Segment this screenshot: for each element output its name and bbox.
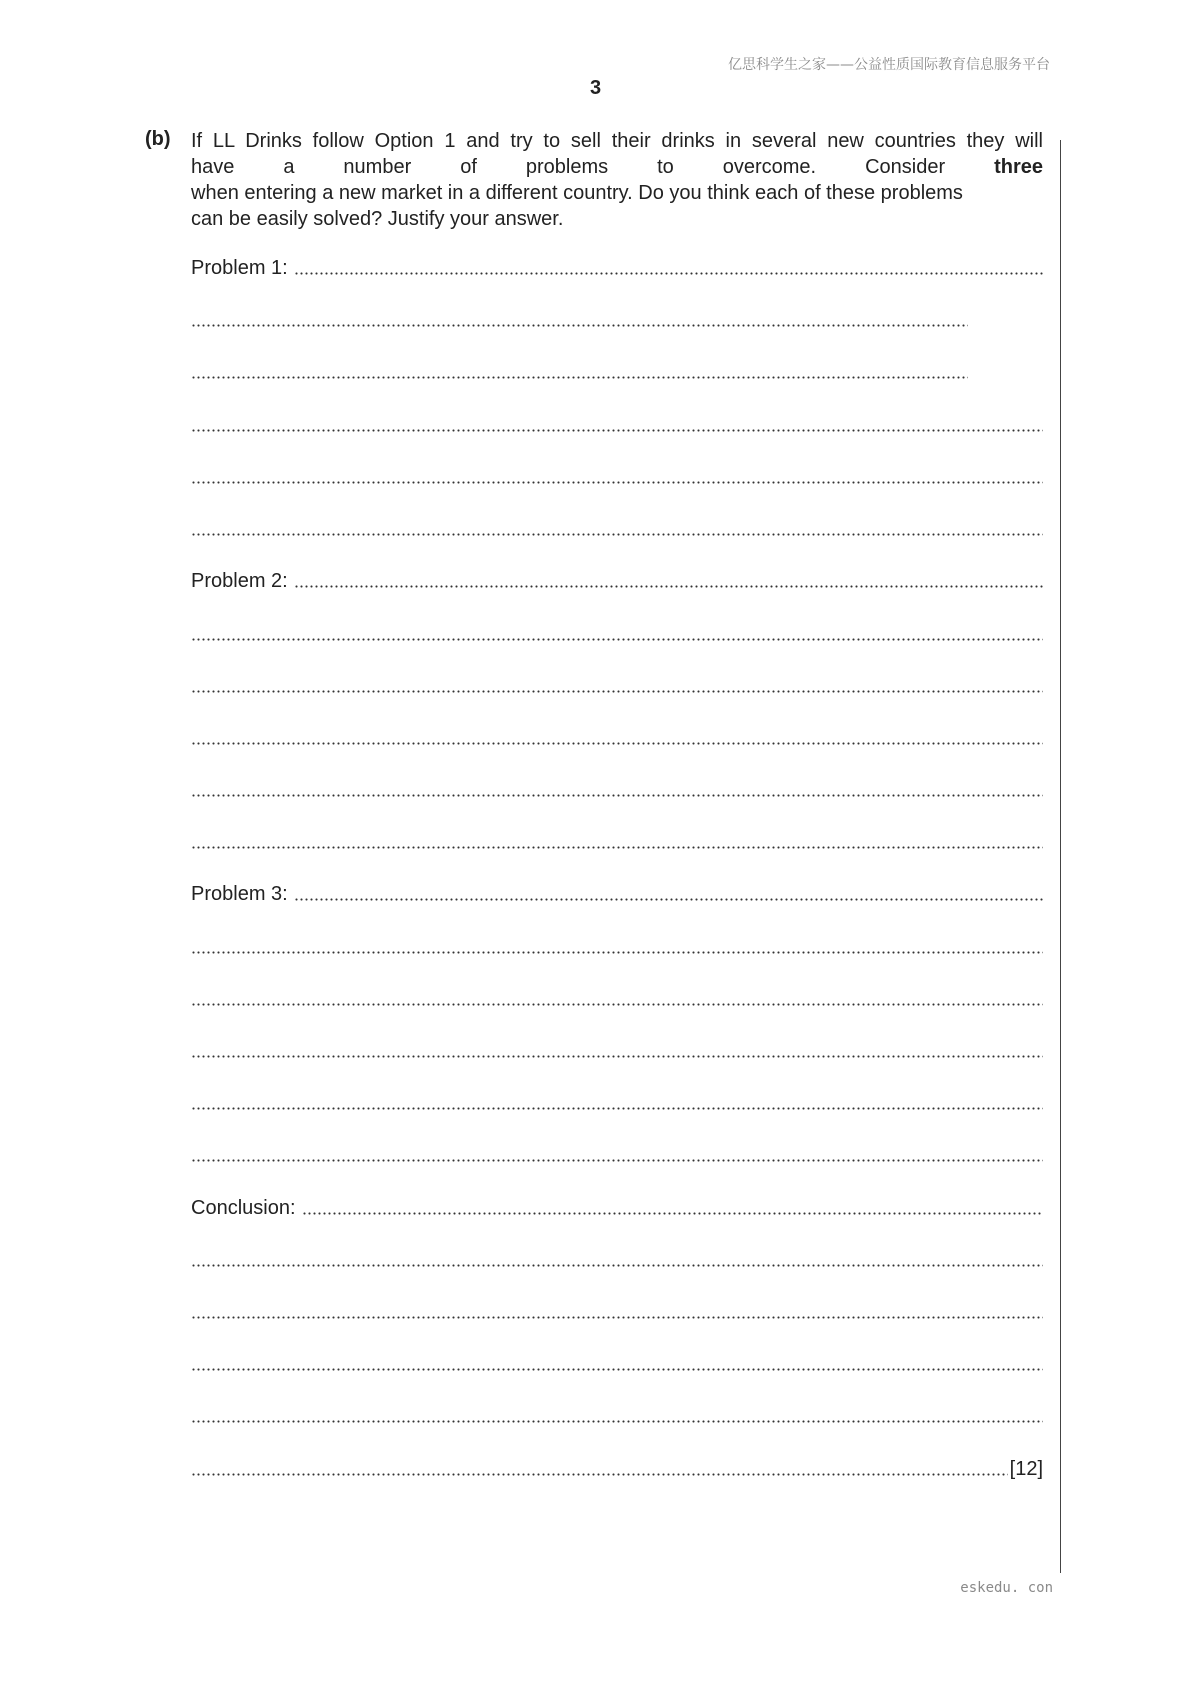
answer-line-problem-1[interactable] (191, 256, 1043, 280)
question-emphasis: three (994, 156, 1043, 178)
header-watermark: 亿思科学生之家——公益性质国际教育信息服务平台 (728, 57, 1050, 73)
answer-line[interactable] (191, 1143, 1043, 1167)
answer-line[interactable] (191, 1404, 1043, 1428)
dotted-line (191, 1003, 1043, 1006)
answer-line-problem-3[interactable] (191, 882, 1043, 906)
answer-line-final[interactable] (191, 1457, 1043, 1481)
dotted-line (191, 533, 1043, 536)
dotted-line (191, 1316, 1043, 1319)
answer-line[interactable] (191, 465, 1043, 489)
answer-line-problem-2[interactable] (191, 569, 1043, 593)
answer-line-conclusion[interactable] (191, 1196, 1043, 1220)
dotted-line (191, 324, 968, 327)
dotted-line (191, 481, 1043, 484)
dotted-line (191, 1264, 1043, 1267)
answer-line[interactable] (191, 360, 968, 384)
dotted-line (302, 1212, 1043, 1215)
dotted-line (191, 1055, 1043, 1058)
dotted-line (191, 690, 1043, 693)
dotted-line (191, 1107, 1043, 1110)
answer-line[interactable] (191, 935, 1043, 959)
dotted-line (191, 1420, 1043, 1423)
question-line-2-text: have a number of problems to overcome. Consider (191, 156, 995, 178)
answer-line[interactable] (191, 1091, 1043, 1115)
dotted-line (191, 376, 968, 379)
question-label: (b) (145, 128, 171, 150)
dotted-line (191, 794, 1043, 797)
answer-line[interactable] (191, 413, 1043, 437)
dotted-line (191, 742, 1043, 745)
answer-line[interactable] (191, 1039, 1043, 1063)
dotted-line (294, 898, 1043, 901)
answer-line[interactable] (191, 622, 1043, 646)
dotted-line (191, 951, 1043, 954)
page-number: 3 (589, 77, 602, 99)
problem-1-label: Problem 1: (191, 257, 288, 279)
answer-line[interactable] (191, 987, 1043, 1011)
question-line-1: If LL Drinks follow Option 1 and try to sell their drinks in several new countries they will (191, 130, 1043, 152)
question-text (191, 128, 1043, 232)
question-line-4: can be easily solved? Justify your answer. (191, 208, 564, 230)
margin-rule (1060, 140, 1061, 1573)
answer-line[interactable] (191, 778, 1043, 802)
answer-line[interactable] (191, 830, 1043, 854)
answer-line[interactable] (191, 1300, 1043, 1324)
answer-line[interactable] (191, 726, 1043, 750)
dotted-line (191, 638, 1043, 641)
problem-3-label: Problem 3: (191, 883, 288, 905)
footer-watermark: eskedu. con (960, 1580, 1053, 1596)
dotted-line (191, 1473, 1008, 1476)
dotted-line (191, 846, 1043, 849)
answer-line[interactable] (191, 1352, 1043, 1376)
dotted-line (191, 1368, 1043, 1371)
problem-2-label: Problem 2: (191, 570, 288, 592)
dotted-line (294, 272, 1043, 275)
dotted-line (191, 1159, 1043, 1162)
answer-line[interactable] (191, 674, 1043, 698)
question-line-2 (191, 154, 1043, 180)
answer-line[interactable] (191, 517, 1043, 541)
dotted-line (191, 429, 1043, 432)
question-line-3: when entering a new market in a different country. Do you think each of these problems (191, 182, 963, 204)
answer-line[interactable] (191, 308, 968, 332)
conclusion-label: Conclusion: (191, 1197, 296, 1219)
marks-allocation: [12] (1009, 1458, 1043, 1480)
dotted-line (294, 585, 1043, 588)
answer-line[interactable] (191, 1248, 1043, 1272)
